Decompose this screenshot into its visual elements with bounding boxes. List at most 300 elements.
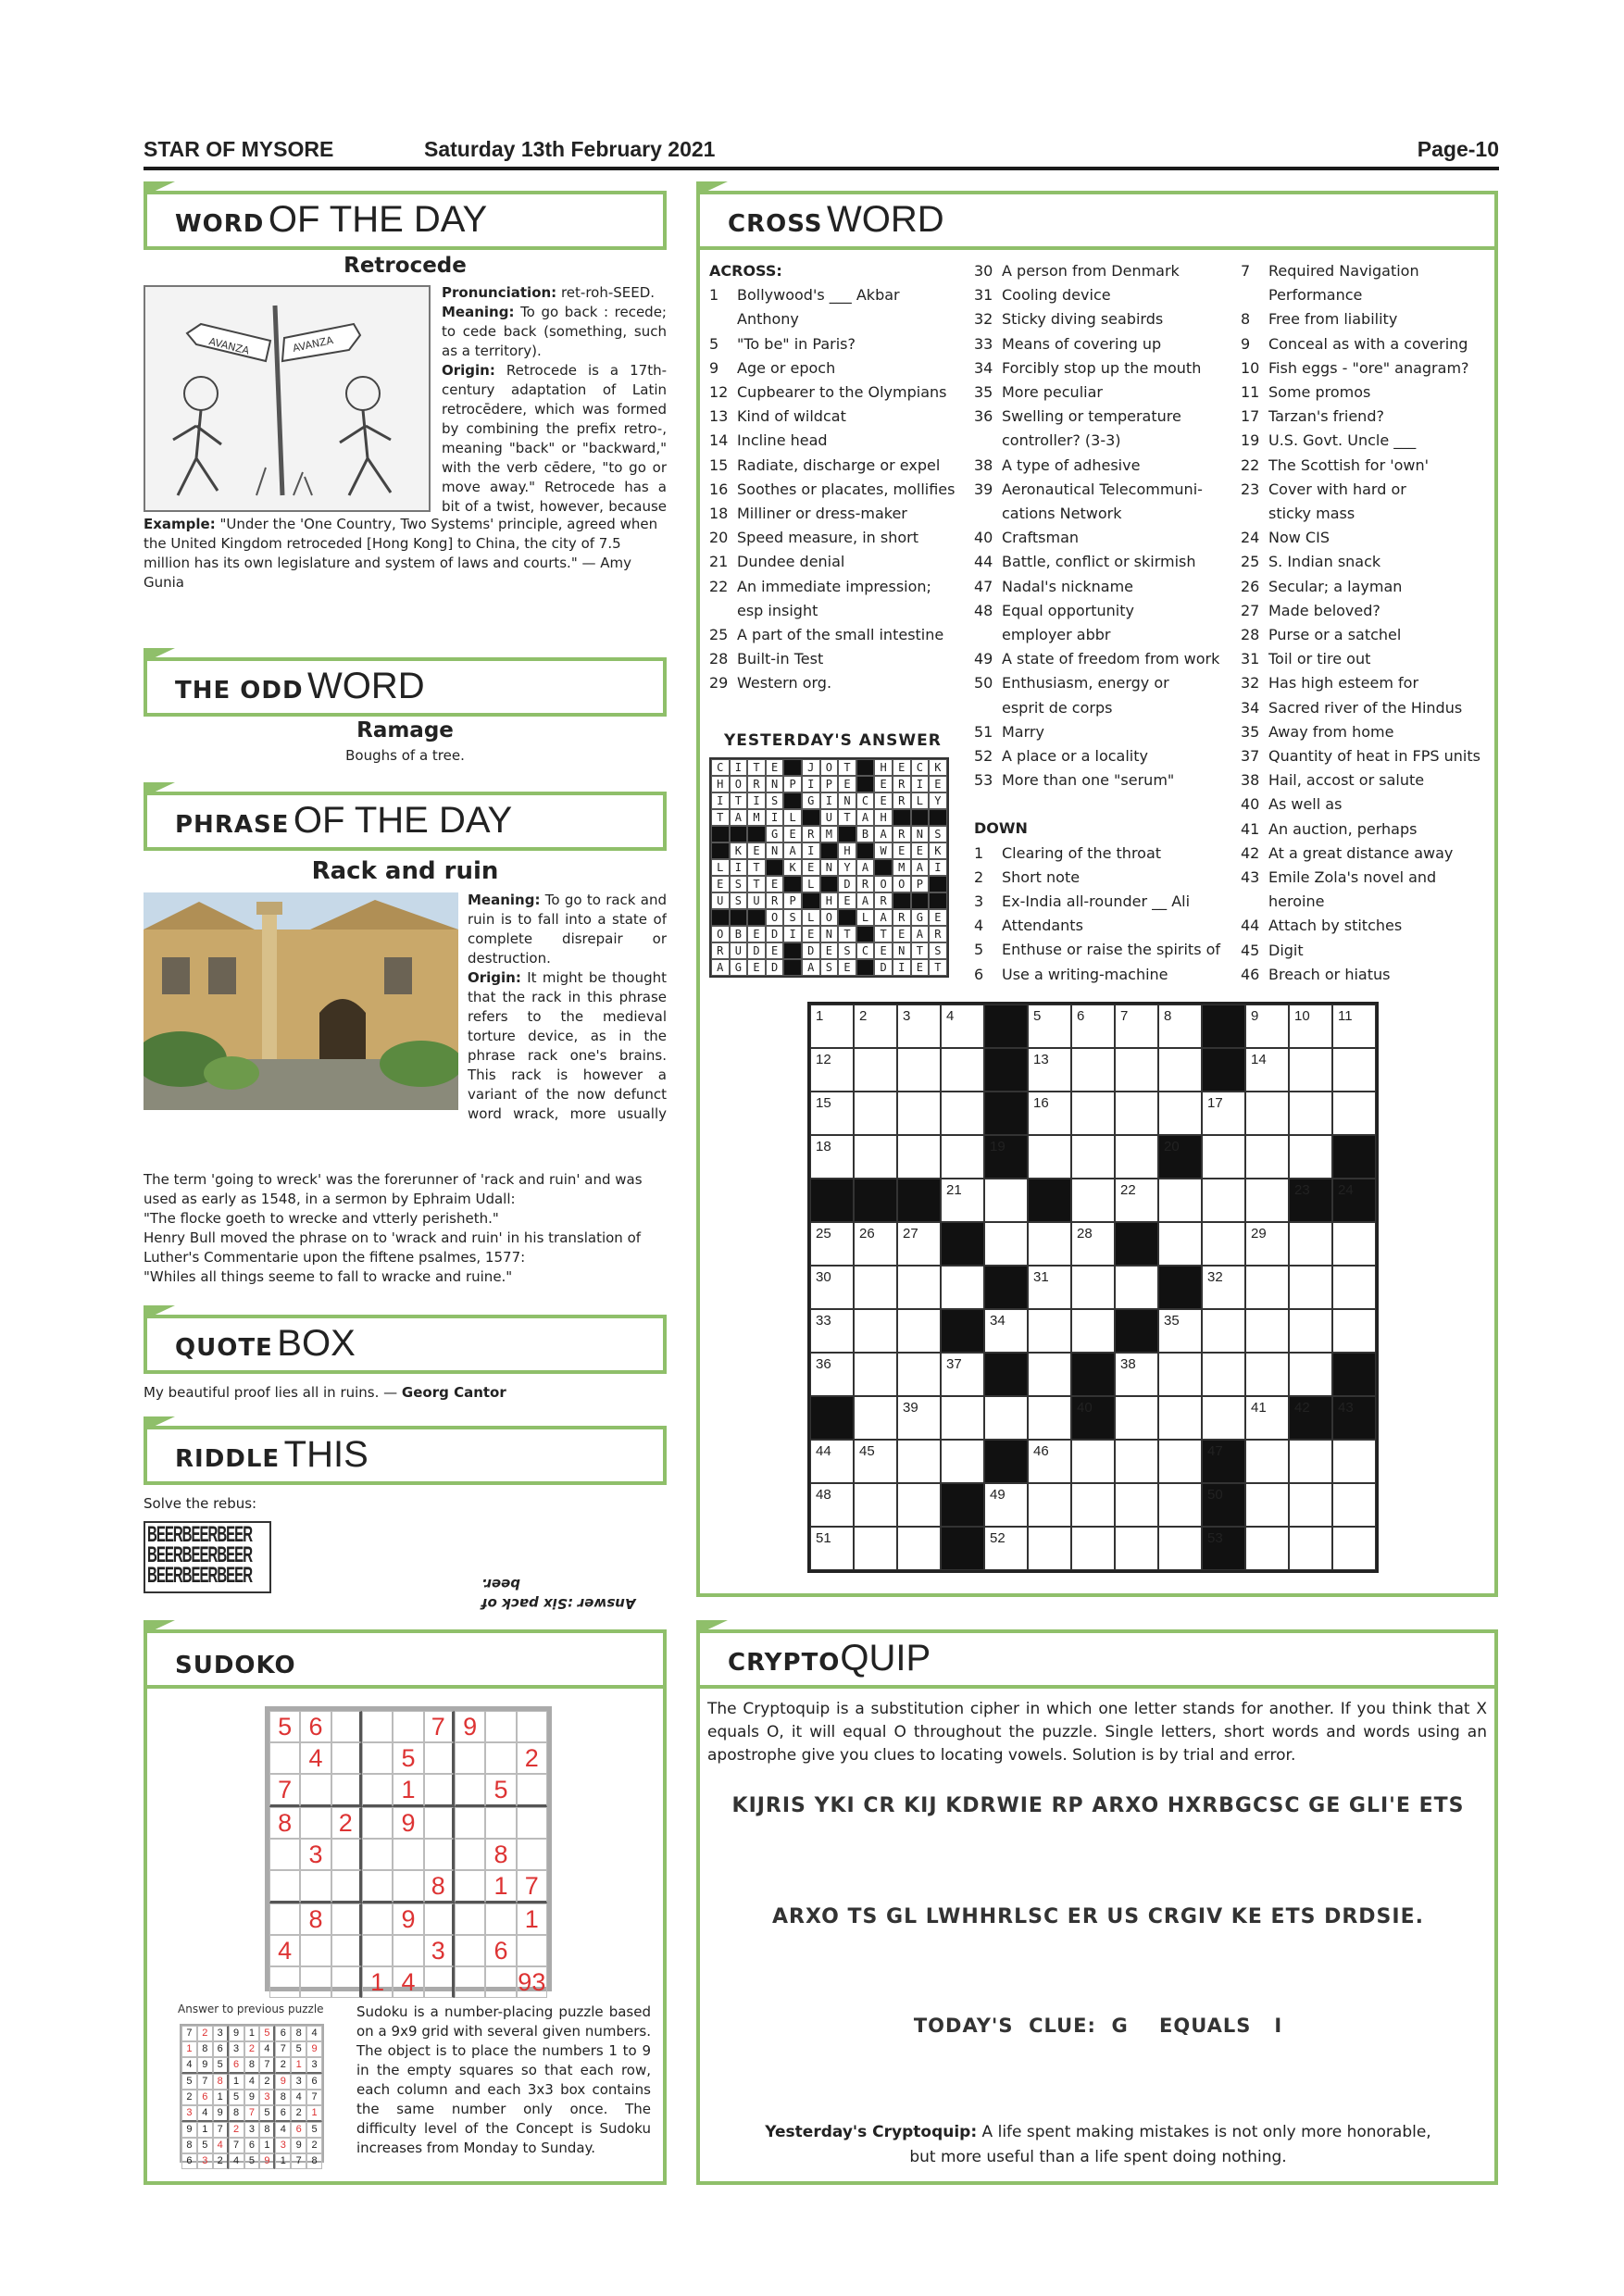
answer-cell: 8 [306,2153,322,2169]
sudoku-cell[interactable] [300,1807,331,1839]
sudoku-cell[interactable]: 4 [300,1742,331,1774]
crossword-cell[interactable] [854,1266,897,1309]
sudoku-cell[interactable] [331,1742,362,1774]
crossword-cell[interactable] [1245,1135,1289,1179]
answer-cell: R [893,909,911,926]
sudoku-cell[interactable] [485,1903,516,1935]
sudoku-cell[interactable]: 8 [269,1807,300,1839]
crossword-cell[interactable] [1245,1396,1289,1440]
sudoku-cell[interactable] [424,1839,455,1870]
crossword-cell[interactable] [897,1222,941,1266]
sudoku-cell[interactable]: 1 [485,1870,516,1903]
crossword-cell[interactable] [1202,1353,1245,1396]
crossword-cell[interactable] [854,1135,897,1179]
crossword-cell[interactable] [1202,1396,1245,1440]
sudoku-cell[interactable] [455,1935,485,1966]
crossword-cell[interactable] [1202,1092,1245,1135]
sudoku-cell[interactable] [424,1966,455,1998]
crossword-cell[interactable] [1245,1222,1289,1266]
crossword-cell[interactable] [1289,1004,1332,1048]
clue-item [1241,720,1493,744]
sudoku-cell[interactable]: 9 [393,1903,423,1935]
crossword-cell[interactable] [941,1266,984,1309]
crossword-cell[interactable] [1332,1048,1376,1092]
crossword-cell [1158,1135,1202,1179]
sudoku-cell[interactable] [485,1807,516,1839]
sudoku-cell[interactable]: 2 [331,1807,362,1839]
crossword-cell[interactable] [941,1092,984,1135]
crossword-cell[interactable] [1071,1135,1115,1179]
answer-cell: S [838,942,856,959]
answer-cell: D [747,942,766,959]
sudoku-cell[interactable] [517,1807,547,1839]
answer-cell: I [711,792,730,809]
sudoku-cell[interactable] [331,1966,362,1998]
crossword-cell[interactable] [854,1048,897,1092]
crossword-cell[interactable] [1245,1266,1289,1309]
crossword-cell[interactable] [1245,1309,1289,1353]
sudoku-cell[interactable] [300,1935,331,1966]
answer-cell [929,876,947,892]
cell-number: 16 [1033,1095,1049,1111]
crossword-cell[interactable] [984,1527,1028,1570]
crossword-cell[interactable] [810,1353,854,1396]
cell-number: 26 [859,1226,875,1242]
answer-cell: T [747,859,766,876]
clue-number: 41 [1241,819,1260,838]
crossword-cell[interactable] [1245,1048,1289,1092]
crossword-cell[interactable] [1245,1179,1289,1222]
sudoku-cell[interactable] [517,1711,547,1742]
crossword-cell[interactable] [1202,1266,1245,1309]
crossword-cell [854,1179,897,1222]
sudoku-cell[interactable] [362,1870,393,1903]
crossword-cell [941,1222,984,1266]
crossword-cell[interactable] [1158,1527,1202,1570]
clue-text: Built-in Test [737,650,824,668]
crossword-cell[interactable] [1332,1309,1376,1353]
crossword-cell[interactable] [1158,1309,1202,1353]
clue-text: Hail, accost or salute [1268,771,1425,790]
crossword-cell[interactable] [1158,1483,1202,1527]
crossword-cell[interactable] [854,1353,897,1396]
crossword-cell[interactable] [1028,1396,1071,1440]
sudoku-cell[interactable]: 9 [455,1711,485,1742]
answer-cell: A [856,809,875,826]
clue-item [1241,817,1493,842]
answer-cell: T [911,942,930,959]
sudoku-cell[interactable]: 9 [393,1807,423,1839]
clue-item [974,550,1233,574]
phrase-meaning: Meaning: To go to rack and ruin is to fall into a state of complete disrepair or destruction. Origin: It might be thought that the rack in this phrase refers to the medieval torture device, as in the phrase rack one's brains. This rack is however a variant of the now defunct word wrack, more usually [468,891,667,1126]
sudoku-cell[interactable]: 7 [424,1711,455,1742]
crossword-cell[interactable] [1202,1309,1245,1353]
sudoku-cell[interactable] [455,1742,485,1774]
crossword-cell[interactable] [1332,1266,1376,1309]
sudoku-cell[interactable] [393,1935,423,1966]
crossword-cell[interactable] [1115,1440,1158,1483]
crossword-cell[interactable] [984,1483,1028,1527]
answer-cell [783,876,802,892]
sudoku-cell[interactable] [362,1807,393,1839]
crossword-cell[interactable] [1028,1527,1071,1570]
answer-cell: C [856,792,875,809]
crossword-cell[interactable] [1115,1266,1158,1309]
crossword-cell[interactable] [1245,1092,1289,1135]
clue-number: 23 [1241,480,1260,498]
sudoku-cell[interactable]: 5 [393,1742,423,1774]
crossword-cell[interactable] [1071,1266,1115,1309]
crossword-cell[interactable] [1332,1092,1376,1135]
crossword-cell[interactable] [810,1266,854,1309]
sudoku-cell[interactable]: 3 [424,1935,455,1966]
crossword-cell[interactable] [1202,1135,1245,1179]
clue-text: A person from Denmark [1002,262,1180,280]
crossword-cell[interactable] [897,1396,941,1440]
crossword-cell[interactable] [984,1222,1028,1266]
sudoku-cell[interactable] [455,1870,485,1903]
sudoku-cell[interactable] [455,1807,485,1839]
crossword-cell[interactable] [1202,1222,1245,1266]
crossword-cell[interactable] [1028,1440,1071,1483]
crossword-cell[interactable] [941,1396,984,1440]
crossword-cell[interactable] [854,1309,897,1353]
clue-text: As well as [1268,795,1343,814]
clue-item [974,914,1233,938]
answer-cell: E [911,959,930,976]
sudoku-cell[interactable] [362,1903,393,1935]
crossword-cell[interactable] [1332,1483,1376,1527]
crossword-cell[interactable] [810,1309,854,1353]
sudoku-cell[interactable] [362,1935,393,1966]
crossword-cell[interactable] [854,1004,897,1048]
sudoku-cell[interactable]: 1 [517,1903,547,1935]
sudoku-cell[interactable]: 3 [300,1839,331,1870]
sudoku-cell[interactable] [362,1839,393,1870]
crossword-cell[interactable] [1071,1527,1115,1570]
crossword-cell[interactable] [1158,1396,1202,1440]
crossword-cell[interactable] [1115,1048,1158,1092]
sudoku-cell[interactable] [424,1774,455,1807]
crossword-cell[interactable] [941,1179,984,1222]
crossword-cell[interactable] [1071,1179,1115,1222]
crossword-cell[interactable] [897,1004,941,1048]
clue-number: 14 [709,431,729,450]
clue-text: At a great distance away [1268,843,1454,862]
sudoku-cell[interactable]: 8 [485,1839,516,1870]
crossword-cell[interactable] [810,1222,854,1266]
crossword-cell[interactable] [897,1440,941,1483]
crossword-cell[interactable] [941,1048,984,1092]
sudoku-cell[interactable] [424,1742,455,1774]
crossword-cell[interactable] [1028,1004,1071,1048]
sudoku-cell[interactable] [455,1903,485,1935]
crossword-cell[interactable] [854,1527,897,1570]
crossword-cell[interactable] [1071,1222,1115,1266]
crossword-cell[interactable] [1158,1179,1202,1222]
sudoku-cell[interactable] [300,1870,331,1903]
sudoku-cell[interactable] [331,1870,362,1903]
answer-cell: O [711,926,730,942]
sudoku-cell[interactable] [455,1774,485,1807]
clue-text: Digit [1268,941,1304,959]
answer-cell [874,859,893,876]
answer-cell: E [820,942,839,959]
crossword-cell[interactable] [1115,1135,1158,1179]
crossword-cell[interactable] [1158,1004,1202,1048]
answer-cell: O [820,909,839,926]
answer-cell: 1 [181,2041,197,2057]
crossword-cell[interactable] [1332,1440,1376,1483]
sudoku-cell[interactable] [269,1742,300,1774]
clue-text: Milliner or dress-maker [737,505,907,523]
sudoku-cell[interactable] [517,1839,547,1870]
crossword-cell[interactable] [1028,1266,1071,1309]
cell-number: 11 [1338,1008,1353,1024]
sudoku-cell[interactable] [517,1774,547,1807]
sudoku-cell[interactable] [455,1839,485,1870]
sudoku-cell[interactable] [424,1903,455,1935]
crossword-cell[interactable] [810,1440,854,1483]
clue-number: 38 [974,455,993,474]
crossword-cell[interactable] [1332,1222,1376,1266]
crossword-cell[interactable] [1158,1222,1202,1266]
crossword-cell[interactable] [897,1135,941,1179]
crossword-cell[interactable] [1202,1179,1245,1222]
sudoku-cell[interactable]: 93 [518,1968,546,1996]
sudoku-cell[interactable] [269,1870,300,1903]
crossword-cell[interactable] [1289,1440,1332,1483]
crossword-cell[interactable] [810,1527,854,1570]
crossword-cell[interactable] [1071,1004,1115,1048]
sudoku-cell[interactable] [331,1711,362,1742]
answer-cell: A [856,892,875,909]
sudoku-cell[interactable] [455,1966,485,1998]
cell-number: 29 [1251,1226,1267,1242]
clue-text: Breach or hiatus [1268,965,1391,983]
crossword-cell [1202,1004,1245,1048]
crossword-cell[interactable] [810,1092,854,1135]
sudoku-cell[interactable] [485,1711,516,1742]
crossword-cell[interactable] [854,1396,897,1440]
sudoku-cell[interactable]: 4 [269,1935,300,1966]
sudoku-cell[interactable] [393,1711,423,1742]
cell-number: 23 [1294,1182,1310,1198]
crossword-cell[interactable] [1028,1048,1071,1092]
crossword-cell[interactable] [1289,1353,1332,1396]
sudoku-cell[interactable]: 8 [300,1903,331,1935]
answer-cell: 4 [213,2138,229,2153]
sudoku-cell[interactable]: 7 [269,1774,300,1807]
clue-item [974,696,1233,720]
answer-cell: Y [838,859,856,876]
answer-cell: 7 [197,2074,213,2090]
crossword-cell[interactable] [1289,1309,1332,1353]
sudoku-cell[interactable]: 5 [269,1711,300,1742]
crossword-cell[interactable] [854,1092,897,1135]
crossword-cell[interactable] [897,1527,941,1570]
crossword-cell[interactable] [1115,1353,1158,1396]
crossword-cell[interactable] [810,1483,854,1527]
crossword-cell[interactable] [1115,1179,1158,1222]
sudoku-cell[interactable]: 1 [393,1774,423,1807]
sudoku-cell[interactable] [269,1966,300,1998]
answer-cell: S [929,942,947,959]
answer-cell [856,926,875,942]
crossword-cell[interactable] [1289,1135,1332,1179]
crossword-cell[interactable] [1071,1092,1115,1135]
cell-number: 50 [1207,1487,1223,1503]
sudoku-cell[interactable] [393,1870,423,1903]
sudoku-cell[interactable]: 7 [517,1870,547,1903]
crossword-cell[interactable] [1028,1309,1071,1353]
clue-item [1241,526,1493,550]
answer-cell [856,842,875,859]
crossword-cell[interactable] [1158,1353,1202,1396]
crossword-cell[interactable] [941,1353,984,1396]
sudoku-cell[interactable] [485,1742,516,1774]
crossword-cell[interactable] [984,1309,1028,1353]
sudoku-cell[interactable] [362,1742,393,1774]
sudoku-cell[interactable] [331,1774,362,1807]
clue-number: 30 [974,262,993,280]
crossword-cell[interactable] [1071,1309,1115,1353]
clue-text: The Scottish for 'own' [1268,455,1430,474]
crossword-cell[interactable] [1289,1222,1332,1266]
crossword-cell [810,1396,854,1440]
crossword-cell[interactable] [1332,1527,1376,1570]
crossword-cell[interactable] [854,1483,897,1527]
sudoku-cell[interactable] [300,1966,331,1998]
clue-item [709,307,968,331]
crossword-cell[interactable] [1115,1092,1158,1135]
sudoku-cell[interactable]: 2 [517,1742,547,1774]
crossword-cell[interactable] [1289,1266,1332,1309]
crossword-cell [1332,1396,1376,1440]
crossword-cell[interactable] [1332,1004,1376,1048]
crossword-cell[interactable] [854,1440,897,1483]
crossword-cell[interactable] [1289,1483,1332,1527]
crossword-cell[interactable] [1245,1004,1289,1048]
crossword-cell[interactable] [941,1135,984,1179]
answer-cell: U [711,892,730,909]
clue-item [1241,599,1493,623]
crossword-grid [807,1002,1379,1573]
sudoku-cell[interactable] [331,1839,362,1870]
crossword-cell[interactable] [1245,1353,1289,1396]
clue-number: 38 [1241,771,1260,790]
sudoku-cell[interactable] [269,1903,300,1935]
clue-number: 5 [709,334,719,353]
crossword-cell[interactable] [1115,1396,1158,1440]
crossword-cell[interactable] [897,1048,941,1092]
clue-item [1241,768,1493,792]
crossword-cell[interactable] [1245,1527,1289,1570]
crossword-cell[interactable] [1158,1440,1202,1483]
crossword-cell[interactable] [1115,1527,1158,1570]
crossword-cell[interactable] [1028,1483,1071,1527]
crossword-cell[interactable] [941,1004,984,1048]
crossword-cell[interactable] [897,1483,941,1527]
sudoku-cell[interactable]: 8 [424,1870,455,1903]
crossword-cell[interactable] [1289,1527,1332,1570]
crossword-cell[interactable] [854,1222,897,1266]
crossword-cell[interactable] [1115,1004,1158,1048]
crossword-cell[interactable] [810,1004,854,1048]
answer-cell: 3 [259,2090,275,2105]
sudoku-cell[interactable] [331,1903,362,1935]
crossword-cell[interactable] [897,1266,941,1309]
sudoku-cell[interactable] [269,1839,300,1870]
answer-cell: H [820,892,839,909]
answer-cell [893,892,911,909]
crossword-cell[interactable] [1245,1440,1289,1483]
sudoku-cell[interactable] [393,1839,423,1870]
answer-cell: E [802,926,820,942]
answer-cell: B [856,826,875,842]
sudoku-cell[interactable]: 6 [485,1935,516,1966]
crossword-cell[interactable] [1028,1353,1071,1396]
crossword-cell[interactable] [1028,1222,1071,1266]
crossword-cell[interactable] [810,1135,854,1179]
clue-item [709,599,968,623]
sudoku-cell[interactable] [300,1774,331,1807]
sudoku-cell[interactable] [485,1966,516,1998]
sudoku-cell[interactable] [517,1935,547,1966]
answer-cell: 3 [291,2074,306,2090]
sudoku-cell[interactable] [424,1807,455,1839]
crossword-cell[interactable] [1289,1048,1332,1092]
crossword-cell[interactable] [810,1048,854,1092]
sudoku-cell[interactable]: 1 [362,1966,393,1998]
clue-number: 28 [1241,626,1260,644]
clue-number: 39 [974,480,993,498]
answer-cell: E [747,842,766,859]
crossword-cell[interactable] [984,1396,1028,1440]
clue-text: esp insight [737,601,818,619]
sudoku-cell[interactable]: 5 [485,1774,516,1807]
crossword-cell[interactable] [1028,1135,1071,1179]
sudoku-cell[interactable] [362,1774,393,1807]
answer-cell: U [747,892,766,909]
crossword-cell[interactable] [1115,1483,1158,1527]
crossword-cell[interactable] [984,1179,1028,1222]
crossword-cell[interactable] [1158,1092,1202,1135]
crossword-cell[interactable] [897,1309,941,1353]
sudoku-cell[interactable]: 6 [300,1711,331,1742]
answer-cell [856,959,875,976]
crossword-cell[interactable] [1158,1048,1202,1092]
crossword-cell[interactable] [1071,1048,1115,1092]
cell-number: 37 [946,1356,962,1372]
clue-text: An auction, perhaps [1268,819,1418,838]
crossword-cell[interactable] [1028,1092,1071,1135]
crossword-cell[interactable] [1289,1092,1332,1135]
crossword-cell[interactable] [897,1092,941,1135]
answer-cell: C [911,759,930,776]
answer-cell: O [874,876,893,892]
crossword-cell[interactable] [1071,1440,1115,1483]
crossword-cell[interactable] [897,1353,941,1396]
crossword-cell[interactable] [1245,1483,1289,1527]
crossword-cell[interactable] [1071,1483,1115,1527]
sudoku-cell[interactable]: 4 [393,1966,423,1998]
crossword-cell [984,1353,1028,1396]
crossword-cell[interactable] [941,1440,984,1483]
sudoku-cell[interactable] [362,1711,393,1742]
clue-item [1241,623,1493,647]
sudoku-cell[interactable] [331,1935,362,1966]
